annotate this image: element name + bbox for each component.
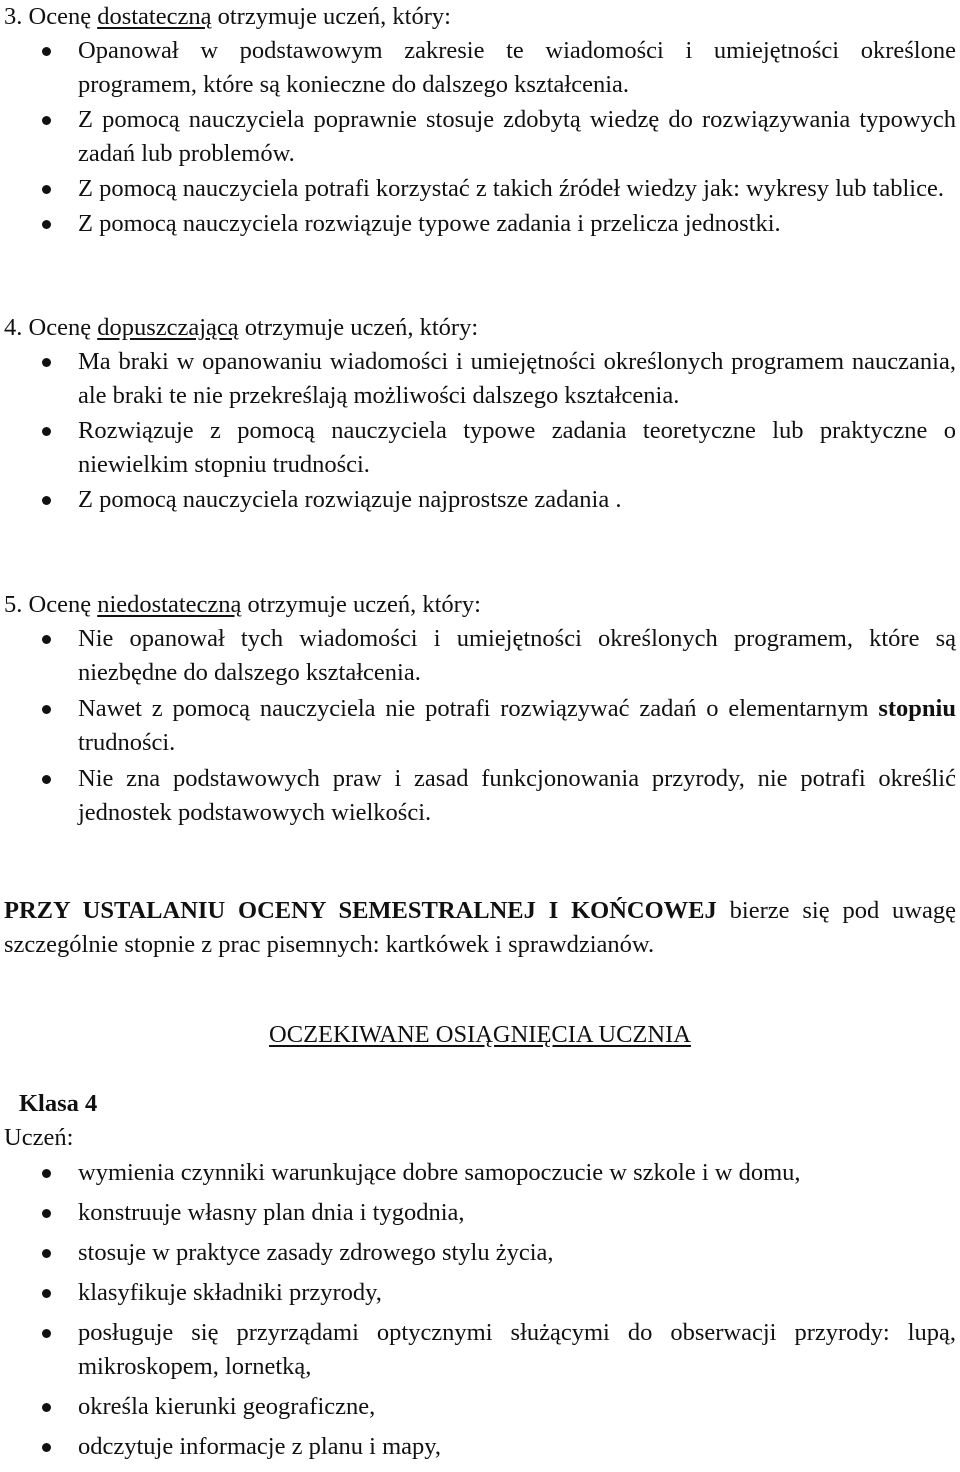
list-item: posługuje się przyrządami optycznymi służącymi do obserwacji przyrody: lupą, mikroskopem, lornetką,: [0, 1316, 956, 1384]
bullet-icon: [42, 1403, 51, 1412]
bullet-icon: [42, 185, 51, 194]
section-5-grade: niedostateczną: [97, 591, 242, 618]
list-item: Ma braki w opanowaniu wiadomości i umiejętności określonych programem nauczania, ale braki te nie przekreślają możliwości dalszego kształcenia.: [0, 345, 956, 413]
list-item: Z pomocą nauczyciela rozwiązuje typowe zadania i przelicza jednostki.: [0, 207, 956, 241]
list-item: odczytuje informacje z planu i mapy,: [0, 1430, 956, 1464]
achievements-list: [0, 1156, 956, 1470]
list-item: klasyfikuje składniki przyrody,: [0, 1276, 956, 1310]
list-item: Nawet z pomocą nauczyciela nie potrafi rozwiązywać zadań o elementarnym stopniu trudności.: [0, 692, 956, 760]
section-3-list: [0, 34, 956, 241]
bullet-icon: [42, 496, 51, 505]
grading-note: [4, 894, 956, 962]
bullet-icon: [42, 427, 51, 436]
grading-note-text: bierze się pod uwagę szczególnie stopnie z prac pisemnych: kartkówek i sprawdzianów.: [4, 897, 956, 958]
bullet-icon: [42, 1289, 51, 1298]
list-item: Z pomocą nauczyciela rozwiązuje najprostsze zadania .: [0, 483, 956, 517]
bullet-icon: [42, 1329, 51, 1338]
list-item: Nie opanował tych wiadomości i umiejętności określonych programem, które są niezbędne do dalszego kształcenia.: [0, 622, 956, 690]
bullet-icon: [42, 635, 51, 644]
section-3-suffix: otrzymuje uczeń, który:: [211, 3, 451, 30]
bullet-icon: [42, 775, 51, 784]
section-4-grade: dopuszczającą: [97, 314, 239, 341]
bullet-icon: [42, 705, 51, 714]
page-title: OCZEKIWANE OSIĄGNIĘCIA UCZNIA: [269, 1021, 691, 1048]
list-item: Z pomocą nauczyciela potrafi korzystać z takich źródeł wiedzy jak: wykresy lub tablice.: [0, 172, 956, 206]
section-4-suffix: otrzymuje uczeń, który:: [238, 314, 479, 341]
bullet-icon: [42, 1169, 51, 1178]
section-5-heading: [4, 588, 954, 622]
section-4-heading: [4, 311, 954, 345]
class-label: Klasa 4: [19, 1090, 98, 1117]
bullet-icon: [42, 1209, 51, 1218]
grading-note-emphasis: PRZY USTALANIU OCENY SEMESTRALNEJ I KOŃCOWEJ: [4, 897, 717, 924]
bullet-icon: [42, 116, 51, 125]
list-item: stosuje w praktyce zasady zdrowego stylu życia,: [0, 1236, 956, 1270]
list-item: wymienia czynniki warunkujące dobre samopoczucie w szkole i w domu,: [0, 1156, 956, 1190]
section-3-grade: dostateczną: [97, 3, 212, 30]
bullet-icon: [42, 1443, 51, 1452]
section-3-heading: [4, 0, 954, 34]
section-4-prefix: 4. Ocenę: [4, 314, 98, 341]
student-label: Uczeń:: [4, 1124, 74, 1151]
list-item: Nie zna podstawowych praw i zasad funkcjonowania przyrody, nie potrafi określić jednostek podstawowych wielkości.: [0, 762, 956, 830]
bullet-icon: [42, 358, 51, 367]
section-5-suffix: otrzymuje uczeń, który:: [241, 591, 481, 618]
list-item: konstruuje własny plan dnia i tygodnia,: [0, 1196, 956, 1230]
section-4-list: [0, 345, 956, 517]
section-5-prefix: 5. Ocenę: [4, 591, 98, 618]
section-3-prefix: 3. Ocenę: [4, 3, 98, 30]
list-item: określa kierunki geograficzne,: [0, 1390, 956, 1424]
bullet-icon: [42, 220, 51, 229]
list-item: Opanował w podstawowym zakresie te wiadomości i umiejętności określone programem, które są konieczne do dalszego kształcenia.: [0, 34, 956, 102]
list-item: Z pomocą nauczyciela poprawnie stosuje zdobytą wiedzę do rozwiązywania typowych zadań lub problemów.: [0, 103, 956, 171]
list-item: Rozwiązuje z pomocą nauczyciela typowe zadania teoretyczne lub praktyczne o niewielkim stopniu trudności.: [0, 414, 956, 482]
bullet-icon: [42, 47, 51, 56]
bullet-icon: [42, 1249, 51, 1258]
section-5-list: [0, 622, 956, 830]
